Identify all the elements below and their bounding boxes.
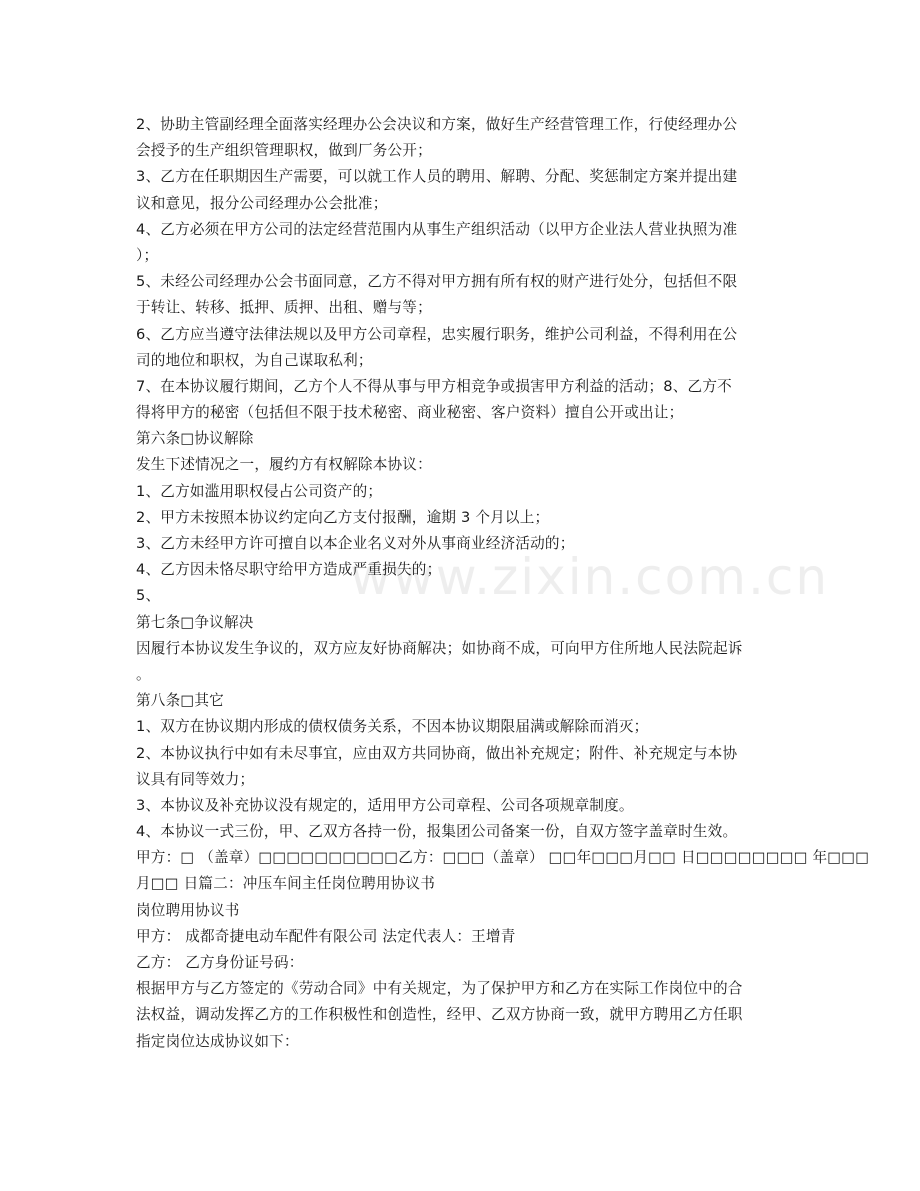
text-line: ）； (136, 246, 159, 264)
text-line: 3、乙方未经甲方许可擅自以本企业名义对外从事商业经济活动的； (136, 535, 575, 552)
text-line: 7、在本协议履行期间，乙方个人不得从事与甲方相竞争或损害甲方利益的活动；8、乙方不 (136, 377, 732, 395)
signature-line: 月□□ 日篇二：冲压车间主任岗位聘用协议书 (136, 875, 436, 893)
section-heading: 第七条□争议解决 (136, 613, 254, 631)
text-line: 4、乙方必须在甲方公司的法定经营范围内从事生产组织活动（以甲方企业法人营业执照为准 (136, 220, 738, 238)
watermark: www.zixin.com.cn (350, 548, 830, 606)
text-line: 2、甲方未按照本协议约定向乙方支付报酬，逾期 3 个月以上； (136, 508, 550, 526)
text-line: 3、本协议及补充协议没有规定的，适用甲方公司章程、公司各项规章制度。 (136, 796, 634, 814)
text-line: 4、乙方因未恪尽职守给甲方造成严重损失的； (136, 561, 442, 579)
text-line: 2、协助主管副经理全面落实经理办公会决议和方案，做好生产经营管理工作，行使经理办公 (136, 116, 738, 133)
text-line: 1、双方在协议期内形成的债权债务关系，不因本协议期限届满或解除而消灭； (136, 718, 649, 736)
text-line: 2、本协议执行中如有未尽事宜，应由双方共同协商，做出补充规定；附件、补充规定与本协 (136, 744, 738, 762)
text-line: 4、本协议一式三份，甲、乙双方各持一份，报集团公司备案一份，自双方签字盖章时生效。 (136, 823, 738, 841)
text-line: 得将甲方的秘密（包括但不限于技术秘密、商业秘密、客户资料）擅自公开或出让； (136, 404, 684, 422)
section-heading: 第六条□协议解除 (136, 430, 254, 448)
text-line: 6、乙方应当遵守法律法规以及甲方公司章程，忠实履行职务，维护公司利益，不得利用在公 (136, 325, 738, 343)
signature-line: 甲方：□ （盖章）□□□□□□□□□□乙方：□□□（盖章） □□年□□□月□□ 日□□□□□□□□ 年□□□ (136, 849, 870, 867)
text-line: 指定岗位达成协议如下： (136, 1032, 299, 1050)
text-line: 。 (136, 665, 151, 683)
text-line: 3、乙方在任职期因生产需要，可以就工作人员的聘用、解聘、分配、奖惩制定方案并提出建 (136, 168, 738, 186)
text-line: 议具有同等效力； (136, 770, 255, 788)
text-line: 因履行本协议发生争议的，双方应友好协商解决；如协商不成，可向甲方住所地人民法院起诉 (136, 639, 743, 657)
document-body (136, 112, 870, 1055)
text-line: 1、乙方如滥用职权侵占公司资产的； (136, 482, 383, 500)
party-b-line: 乙方： 乙方身份证号码： (136, 954, 304, 971)
text-line: 5、 (136, 587, 161, 605)
text-line: 议和意见，报分公司经理办公会批准； (136, 194, 388, 212)
text-line: 5、未经公司经理办公会书面同意，乙方不得对甲方拥有所有权的财产进行处分，包括但不限 (136, 273, 738, 291)
document-title: 岗位聘用协议书 (136, 901, 240, 919)
text-line: 法权益，调动发挥乙方的工作积极性和创造性，经甲、乙双方协商一致，就甲方聘用乙方任职 (136, 1006, 743, 1024)
text-line: 会授予的生产组织管理职权，做到厂务公开； (136, 142, 432, 160)
party-a-line: 甲方： 成都奇捷电动车配件有限公司 法定代表人：王增青 (136, 927, 516, 945)
text-line: 发生下述情况之一，履约方有权解除本协议： (136, 456, 432, 474)
section-heading: 第八条□其它 (136, 692, 224, 710)
text-line: 司的地位和职权，为自己谋取私利； (136, 351, 373, 369)
text-line: 于转让、转移、抵押、质押、出租、赠与等； (136, 299, 432, 317)
text-line: 根据甲方与乙方签定的《劳动合同》中有关规定，为了保护甲方和乙方在实际工作岗位中的合 (136, 980, 743, 998)
